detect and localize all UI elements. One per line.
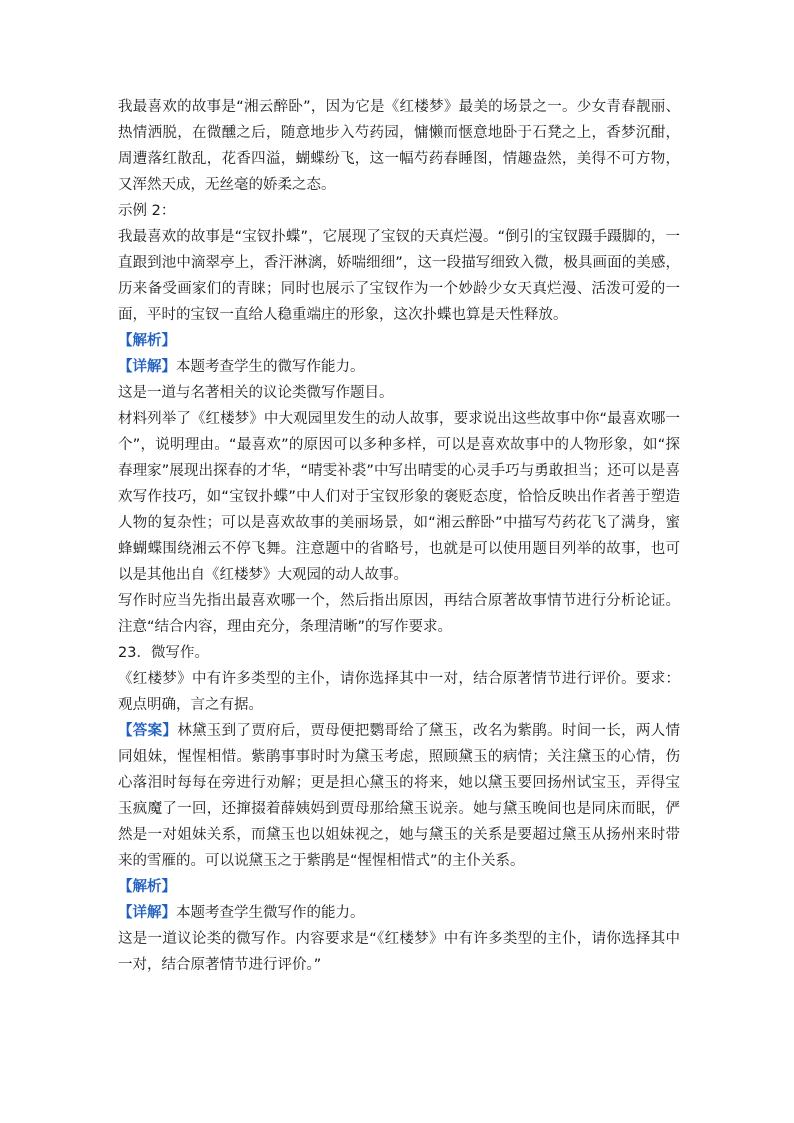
analysis-paragraph-4: 这是一道议论类的微写作。内容要求是“《红楼梦》中有许多类型的主仆，请你选择其中一对，结合原著情节进行评价。” <box>118 931 680 973</box>
answer-paragraph <box>118 718 680 874</box>
document-page <box>118 94 680 978</box>
example-2-heading: 示例 2： <box>118 203 176 219</box>
analysis-tag: 【解析】 <box>118 879 176 895</box>
detail-text: 本题考查学生的微写作能力。 <box>176 359 365 375</box>
detail-tag: 【详解】 <box>118 905 176 921</box>
example-2-answer: 我最喜欢的故事是“宝钗扑蝶”，它展现了宝钗的天真烂漫。“倒引的宝钗蹑手蹑脚的，一直跟到池中滴翠亭上，香汗淋漓，娇喘细细”，这一段描写细致入微，极具画面的美感，历来备受画家们的青睐；同时也展示了宝钗作为一个妙龄少女天真烂漫、活泼可爱的一面，平时的宝钗一直给人稳重端庄的形象，这次扑蝶也算是天性释放。 <box>118 229 680 323</box>
analysis-heading-1 <box>118 328 680 354</box>
question-23-title: 23．微写作。 <box>118 645 209 661</box>
question-23-prompt: 《红楼梦》中有许多类型的主仆，请你选择其中一对，结合原著情节进行评价。要求：观点明确，言之有据。 <box>118 671 680 713</box>
analysis-paragraph-2: 材料列举了《红楼梦》中大观园里发生的动人故事，要求说出这些故事中你“最喜欢哪一个”，说明理由。“最喜欢”的原因可以多种多样，可以是喜欢故事中的人物形象，如“探春理家”展现出探春的才华，“晴雯补裘”中写出晴雯的心灵手巧与勇敢担当；还可以是喜欢写作技巧，如“宝钗扑蝶”中人们对于宝钗形象的褒贬态度，恰恰反映出作者善于塑造人物的复杂性；可以是喜欢故事的美丽场景，如“湘云醉卧”中描写芍药花飞了满身，蜜蜂蝴蝶围绕湘云不停飞舞。注意题中的省略号，也就是可以使用题目列举的故事，也可以是其他出自《红楼梦》大观园的动人故事。 <box>118 411 680 583</box>
example-1-answer: 我最喜欢的故事是“湘云醉卧”，因为它是《红楼梦》最美的场景之一。少女青春靓丽、热情洒脱，在微醺之后，随意地步入芍药园，慵懒而惬意地卧于石凳之上，香梦沉酣，周遭落红散乱，花香四溢，蝴蝶纷飞，这一幅芍药春睡图，情趣盎然，美得不可方物，又浑然天成，无丝毫的娇柔之态。 <box>118 99 680 193</box>
detail-text: 本题考查学生微写作的能力。 <box>176 905 365 921</box>
analysis-tag: 【解析】 <box>118 333 176 349</box>
answer-text: 林黛玉到了贾府后，贾母便把鹦哥给了黛玉，改名为紫鹃。时间一长，两人情同姐妹，惺惺相惜。紫鹃事事时时为黛玉考虑，照顾黛玉的病情；关注黛玉的心情，伤心落泪时每每在旁进行劝解；更是担心黛玉的将来，她以黛玉要回扬州试宝玉，弄得宝玉疯魔了一回，还撺掇着薛姨妈到贾母那给黛玉说亲。她与黛玉晚间也是同床而眠，俨然是一对姐妹关系，而黛玉也以姐妹视之，她与黛玉的关系是要超过黛玉从扬州来时带来的雪雁的。可以说黛玉之于紫鹃是“惺惺相惜式”的主仆关系。 <box>118 723 681 869</box>
detail-paragraph-1 <box>118 354 680 380</box>
analysis-paragraph-1: 这是一道与名著相关的议论类微写作题目。 <box>118 385 394 401</box>
answer-tag: 【答案】 <box>118 723 178 739</box>
detail-paragraph-2 <box>118 900 680 926</box>
detail-tag: 【详解】 <box>118 359 176 375</box>
analysis-heading-2 <box>118 874 680 900</box>
analysis-paragraph-3: 写作时应当先指出最喜欢哪一个，然后指出原因，再结合原著故事情节进行分析论证。注意“结合内容，理由充分，条理清晰”的写作要求。 <box>118 593 680 635</box>
